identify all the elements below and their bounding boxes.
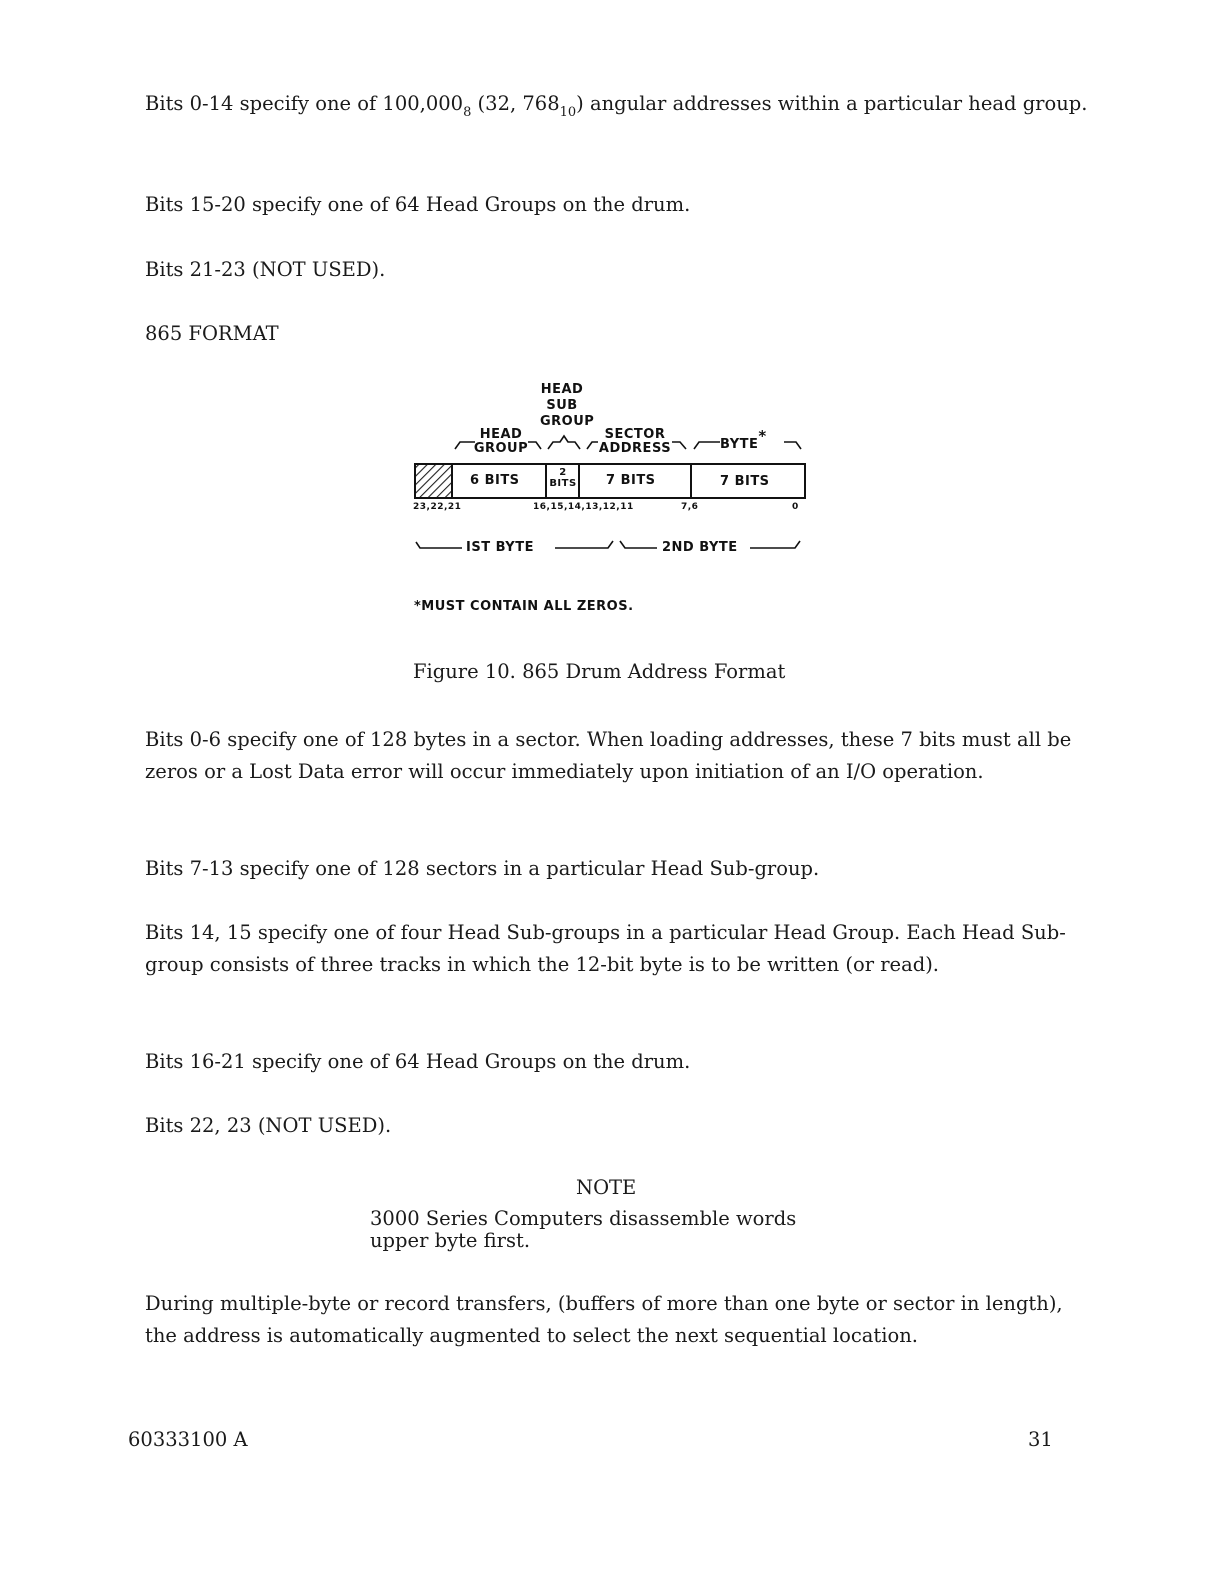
section-heading-865-format: 865 FORMAT	[145, 322, 279, 345]
paragraph-bits-14-15: Bits 14, 15 specify one of four Head Sub-groups in a particular Head Group. Each Head Sub-group consists of three tracks in which the 12-bit byte is to be written (or read).	[145, 921, 1066, 976]
note-heading: NOTE	[576, 1176, 637, 1199]
diagram-footnote: *MUST CONTAIN ALL ZEROS.	[414, 599, 634, 614]
p1-text-b: (32, 768	[471, 92, 560, 115]
head-group-bracket-right	[528, 442, 541, 449]
field-sub-group-bits	[548, 467, 578, 489]
p1-text-a: Bits 0-14 specify one of 100,000	[145, 92, 464, 115]
sector-bracket-right	[672, 442, 686, 449]
note-line-1: 3000 Series Computers disassemble words	[370, 1207, 797, 1230]
head-group-bracket-left	[455, 442, 475, 449]
byte-label-text: BYTE	[720, 437, 759, 452]
field-sub-group-unit: BITS	[549, 478, 577, 489]
note-body	[370, 1208, 796, 1252]
footer-doc-number: 60333100 A	[128, 1428, 248, 1451]
p1-subscript-10: 10	[559, 105, 577, 120]
first-byte-bracket-left	[416, 542, 462, 548]
head-group-line1: HEAD	[479, 427, 523, 442]
paragraph-bits-0-6: Bits 0-6 specify one of 128 bytes in a sector. When loading addresses, these 7 bits must all be zeros or a Lost Data error will occur immediately upon initiation of an I/O operation.	[145, 728, 1072, 783]
bit-numbers-left: 23,22,21	[413, 502, 462, 512]
byte-bracket-right	[784, 442, 801, 449]
second-byte-bracket-right	[750, 541, 800, 548]
head-sub-group-bracket	[548, 436, 580, 449]
first-byte-bracket-right	[555, 541, 613, 548]
unused-bits-hatch	[416, 465, 451, 497]
byte-asterisk: *	[758, 427, 767, 445]
paragraph-bits-16-21: Bits 16-21 specify one of 64 Head Groups on the drum.	[145, 1050, 691, 1073]
field-head-group-bits: 6 BITS	[470, 473, 520, 488]
paragraph-bits-21-23: Bits 21-23 (NOT USED).	[145, 258, 386, 281]
note-line-2: upper byte first.	[370, 1229, 531, 1252]
head-sub-group-line1: HEAD	[540, 382, 584, 397]
paragraph-bits-22-23: Bits 22, 23 (NOT USED).	[145, 1114, 392, 1137]
sector-address-line2: ADDRESS	[598, 441, 672, 456]
bit-numbers-right: 0	[792, 502, 799, 512]
field-sector-bits: 7 BITS	[606, 473, 656, 488]
byte-bracket-left	[694, 442, 720, 449]
sector-bracket-left	[587, 442, 598, 449]
field-sub-group-num: 2	[559, 467, 567, 478]
bit-numbers-mid: 16,15,14,13,12,11	[533, 502, 634, 512]
head-sub-group-line2: SUB	[546, 398, 578, 413]
diagram-lines	[0, 0, 1224, 580]
figure-caption: Figure 10. 865 Drum Address Format	[413, 660, 786, 683]
bit-numbers-mid2: 7,6	[681, 502, 699, 512]
first-byte-label: IST BYTE	[466, 540, 534, 555]
head-group-line2: GROUP	[473, 441, 529, 456]
paragraph-bits-15-20: Bits 15-20 specify one of 64 Head Groups on the drum.	[145, 193, 691, 216]
paragraph-multiple-byte: During multiple-byte or record transfers, (buffers of more than one byte or sector in length), the address is automatically augmented to select the next sequential location.	[145, 1292, 1063, 1347]
sector-address-line1: SECTOR	[604, 427, 666, 442]
head-sub-group-line3: GROUP	[540, 414, 595, 429]
second-byte-label: 2ND BYTE	[662, 540, 738, 555]
second-byte-bracket-left	[620, 541, 657, 548]
paragraph-bits-7-13: Bits 7-13 specify one of 128 sectors in a particular Head Sub-group.	[145, 857, 820, 880]
footer-page-number: 31	[1028, 1428, 1053, 1451]
field-byte-bits: 7 BITS	[720, 474, 770, 489]
p1-text-c: ) angular addresses within a particular head group.	[576, 92, 1088, 115]
p1-subscript-8: 8	[463, 105, 472, 120]
